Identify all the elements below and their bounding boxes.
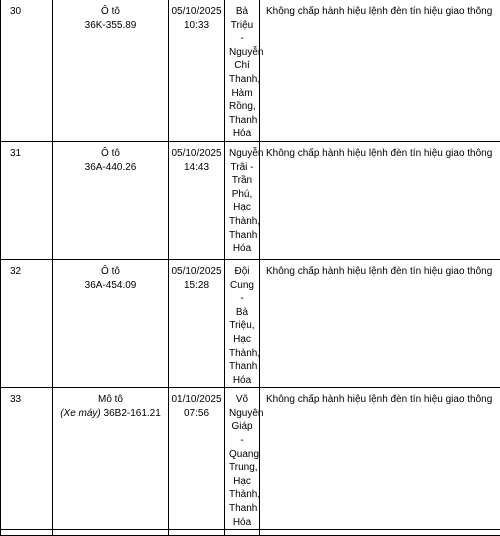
vehicle-cell [53,530,169,536]
location-line: Triệu, [229,319,255,333]
datetime-cell [169,259,225,387]
vehicle-type: Mô tô [54,393,167,407]
violation-cell: Không chấp hành hiệu lệnh đèn tín hiệu giao thông [260,0,500,141]
location-line: Trần [229,174,255,188]
location-line: Hóa [229,127,255,141]
table-row [1,0,500,141]
violation-cell: Không chấp hành hiệu lệnh đèn tín hiệu giao thông [260,259,500,387]
location-line: Hạc [229,333,255,347]
location-line: Hóa [229,374,255,388]
location-line: Bà [229,306,255,320]
violation-time: 14:43 [171,161,222,175]
vehicle-type: Ô tô [54,147,167,161]
vehicle-cell [53,0,169,141]
location-cell [225,530,260,536]
table-row [1,141,500,259]
vehicle-cell [53,388,169,530]
location-line: Bà [229,5,255,19]
location-line: Thanh, [229,73,255,87]
location-line: Hóa [229,516,255,530]
vehicle-note: (Xe máy) [60,408,101,419]
table-row [1,388,500,530]
stt-cell: 33 [1,388,53,530]
stt-cell: 30 [1,0,53,141]
location-line: Cung - [229,279,255,306]
location-cell [225,388,260,530]
location-cell [225,0,260,141]
location-line: Thành, [229,215,255,229]
location-line: Võ [229,393,255,407]
vehicle-cell [53,141,169,259]
violation-time: 15:28 [171,279,222,293]
location-line: Phú, [229,188,255,202]
location-line: Triệu - [229,19,255,46]
violation-date: 05/10/2025 [171,5,222,19]
violation-time: 10:33 [171,19,222,33]
violation-date: 01/10/2025 [171,393,222,407]
license-plate: 36A-454.09 [54,279,167,293]
violation-cell: Không chấp hành hiệu lệnh đèn tín hiệu giao thông [260,141,500,259]
violation-cell [260,530,500,536]
vehicle-type: Ô tô [54,5,167,19]
location-line: Chí [229,59,255,73]
location-line: Quang [229,448,255,462]
location-line: Thanh [229,502,255,516]
location-line: Nguyễn [229,147,255,161]
location-line: Hạc [229,201,255,215]
stt-cell [1,530,53,536]
location-line: Thành, [229,488,255,502]
location-cell [225,259,260,387]
stt-cell: 32 [1,259,53,387]
violation-cell: Không chấp hành hiệu lệnh đèn tín hiệu giao thông [260,388,500,530]
location-line: Hóa [229,242,255,256]
location-line: Thanh [229,229,255,243]
license-plate: 36K-355.89 [54,19,167,33]
license-plate: 36B2-161.21 [104,408,161,419]
datetime-cell [169,388,225,530]
location-line: Rồng, [229,100,255,114]
location-line: Giáp - [229,420,255,447]
violation-date: 05/10/2025 [171,265,222,279]
location-line: Thành, [229,347,255,361]
location-line: Hạc [229,475,255,489]
location-line: Nguyên [229,407,255,421]
license-plate: 36A-440.26 [54,161,167,175]
location-line: Trãi - [229,161,255,175]
location-line: Đội [229,265,255,279]
location-line: Trung, [229,461,255,475]
table-row [1,530,500,536]
table-row [1,259,500,387]
datetime-cell [169,141,225,259]
location-line: Nguyễn [229,46,255,60]
location-line: Hàm [229,87,255,101]
violation-date: 05/10/2025 [171,147,222,161]
vehicle-type: Ô tô [54,265,167,279]
location-line: Thanh [229,114,255,128]
datetime-cell [169,530,225,536]
vehicle-cell [53,259,169,387]
location-line: Thanh [229,360,255,374]
location-cell [225,141,260,259]
violation-time: 07:56 [171,407,222,421]
vehicle-plate-line [54,407,167,421]
datetime-cell [169,0,225,141]
stt-cell: 31 [1,141,53,259]
